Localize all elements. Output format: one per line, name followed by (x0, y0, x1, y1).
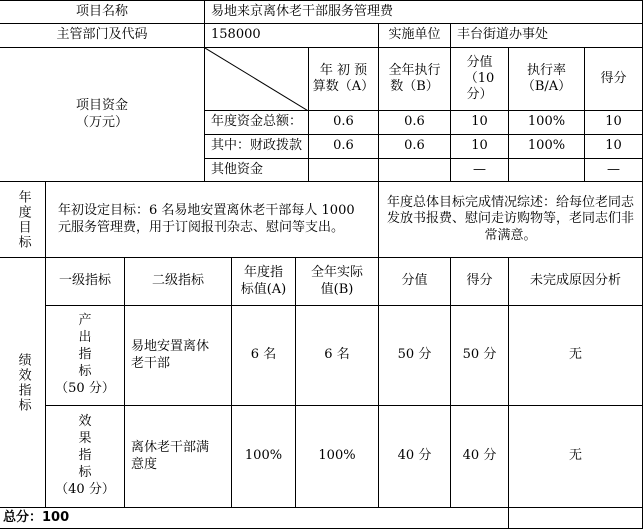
perf-row-output-level2: 易地安置离休 老干部 (124, 305, 232, 406)
goals-label: 年度目标 (0, 181, 46, 258)
perf-row-effect-level1: 效 果 指 标 （40 分） (45, 405, 125, 508)
funds-row-other-score-value: — (450, 158, 509, 182)
funds-row-other-score: — (584, 158, 643, 182)
goals-summary-text: 年度总体目标完成情况综述：给每位老同志发放书报费、慰问走访购物等，老同志们非常满意。 (378, 181, 643, 258)
perf-header-target: 年度指 标值(A) (231, 257, 296, 306)
diagonal-line (205, 48, 309, 111)
funds-row-total-rate: 100% (508, 110, 585, 135)
funds-row-fiscal-a: 0.6 (308, 134, 379, 159)
perf-header-reason: 未完成原因分析 (508, 257, 643, 306)
perf-row-output-actual: 6 名 (295, 305, 379, 406)
perf-header-score: 得分 (450, 257, 509, 306)
funds-row-total-b: 0.6 (378, 110, 451, 135)
funds-row-fiscal-label: 其中：财政拨款 (204, 134, 309, 159)
perf-row-output-reason: 无 (508, 305, 643, 406)
perf-row-output-target: 6 名 (231, 305, 296, 406)
project-name-label: 项目名称 (0, 0, 205, 24)
perf-row-effect-target: 100% (231, 405, 296, 508)
funds-header-score: 得分 (584, 47, 643, 111)
dept-value: 158000 (204, 23, 379, 48)
funds-row-other-rate (508, 158, 585, 182)
perf-row-effect-reason: 无 (508, 405, 643, 508)
funds-row-fiscal-score: 10 (584, 134, 643, 159)
perf-row-output-level1: 产 出 指 标 （50 分） (45, 305, 125, 406)
total-empty-cell (508, 507, 643, 529)
impl-label: 实施单位 (378, 23, 451, 48)
funds-header-rate: 执行率 （B/A） (508, 47, 585, 111)
funds-row-total-score-value: 10 (450, 110, 509, 135)
perf-row-output-score: 50 分 (450, 305, 509, 406)
funds-row-fiscal-rate: 100% (508, 134, 585, 159)
dept-label: 主管部门及代码 (0, 23, 205, 48)
perf-header-value: 分值 (378, 257, 451, 306)
impl-value: 丰台街道办事处 (450, 23, 643, 48)
performance-label: 绩效指标 (0, 257, 46, 508)
perf-header-level1: 一级指标 (45, 257, 125, 306)
total-score: 总分：100 (0, 507, 509, 529)
funds-label: 项目资金 （万元） (0, 47, 205, 182)
funds-diagonal-cell (204, 47, 309, 111)
funds-row-fiscal-b: 0.6 (378, 134, 451, 159)
funds-row-other-b (378, 158, 451, 182)
funds-row-total-label: 年度资金总额： (204, 110, 309, 135)
goals-initial-text: 年初设定目标：6 名易地安置离休老干部每人 1000 元服务管理费，用于订阅报刊杂志、慰问等支出。 (45, 181, 379, 258)
perf-row-effect-value: 40 分 (378, 405, 451, 508)
funds-row-other-label: 其他资金 (204, 158, 309, 182)
funds-row-total-a: 0.6 (308, 110, 379, 135)
funds-header-budget: 年 初 预 算数（A） (308, 47, 379, 111)
funds-header-executed: 全年执行 数（B） (378, 47, 451, 111)
funds-row-fiscal-score-value: 10 (450, 134, 509, 159)
perf-row-output-value: 50 分 (378, 305, 451, 406)
perf-row-effect-level2: 离休老干部满 意度 (124, 405, 232, 508)
perf-header-level2: 二级指标 (124, 257, 232, 306)
perf-header-actual: 全年实际 值(B) (295, 257, 379, 306)
funds-row-other-a (308, 158, 379, 182)
funds-row-total-score: 10 (584, 110, 643, 135)
perf-row-effect-actual: 100% (295, 405, 379, 508)
project-name-value: 易地来京离休老干部服务管理费 (204, 0, 643, 24)
perf-row-effect-score: 40 分 (450, 405, 509, 508)
funds-header-score-value: 分值 （10 分） (450, 47, 509, 111)
